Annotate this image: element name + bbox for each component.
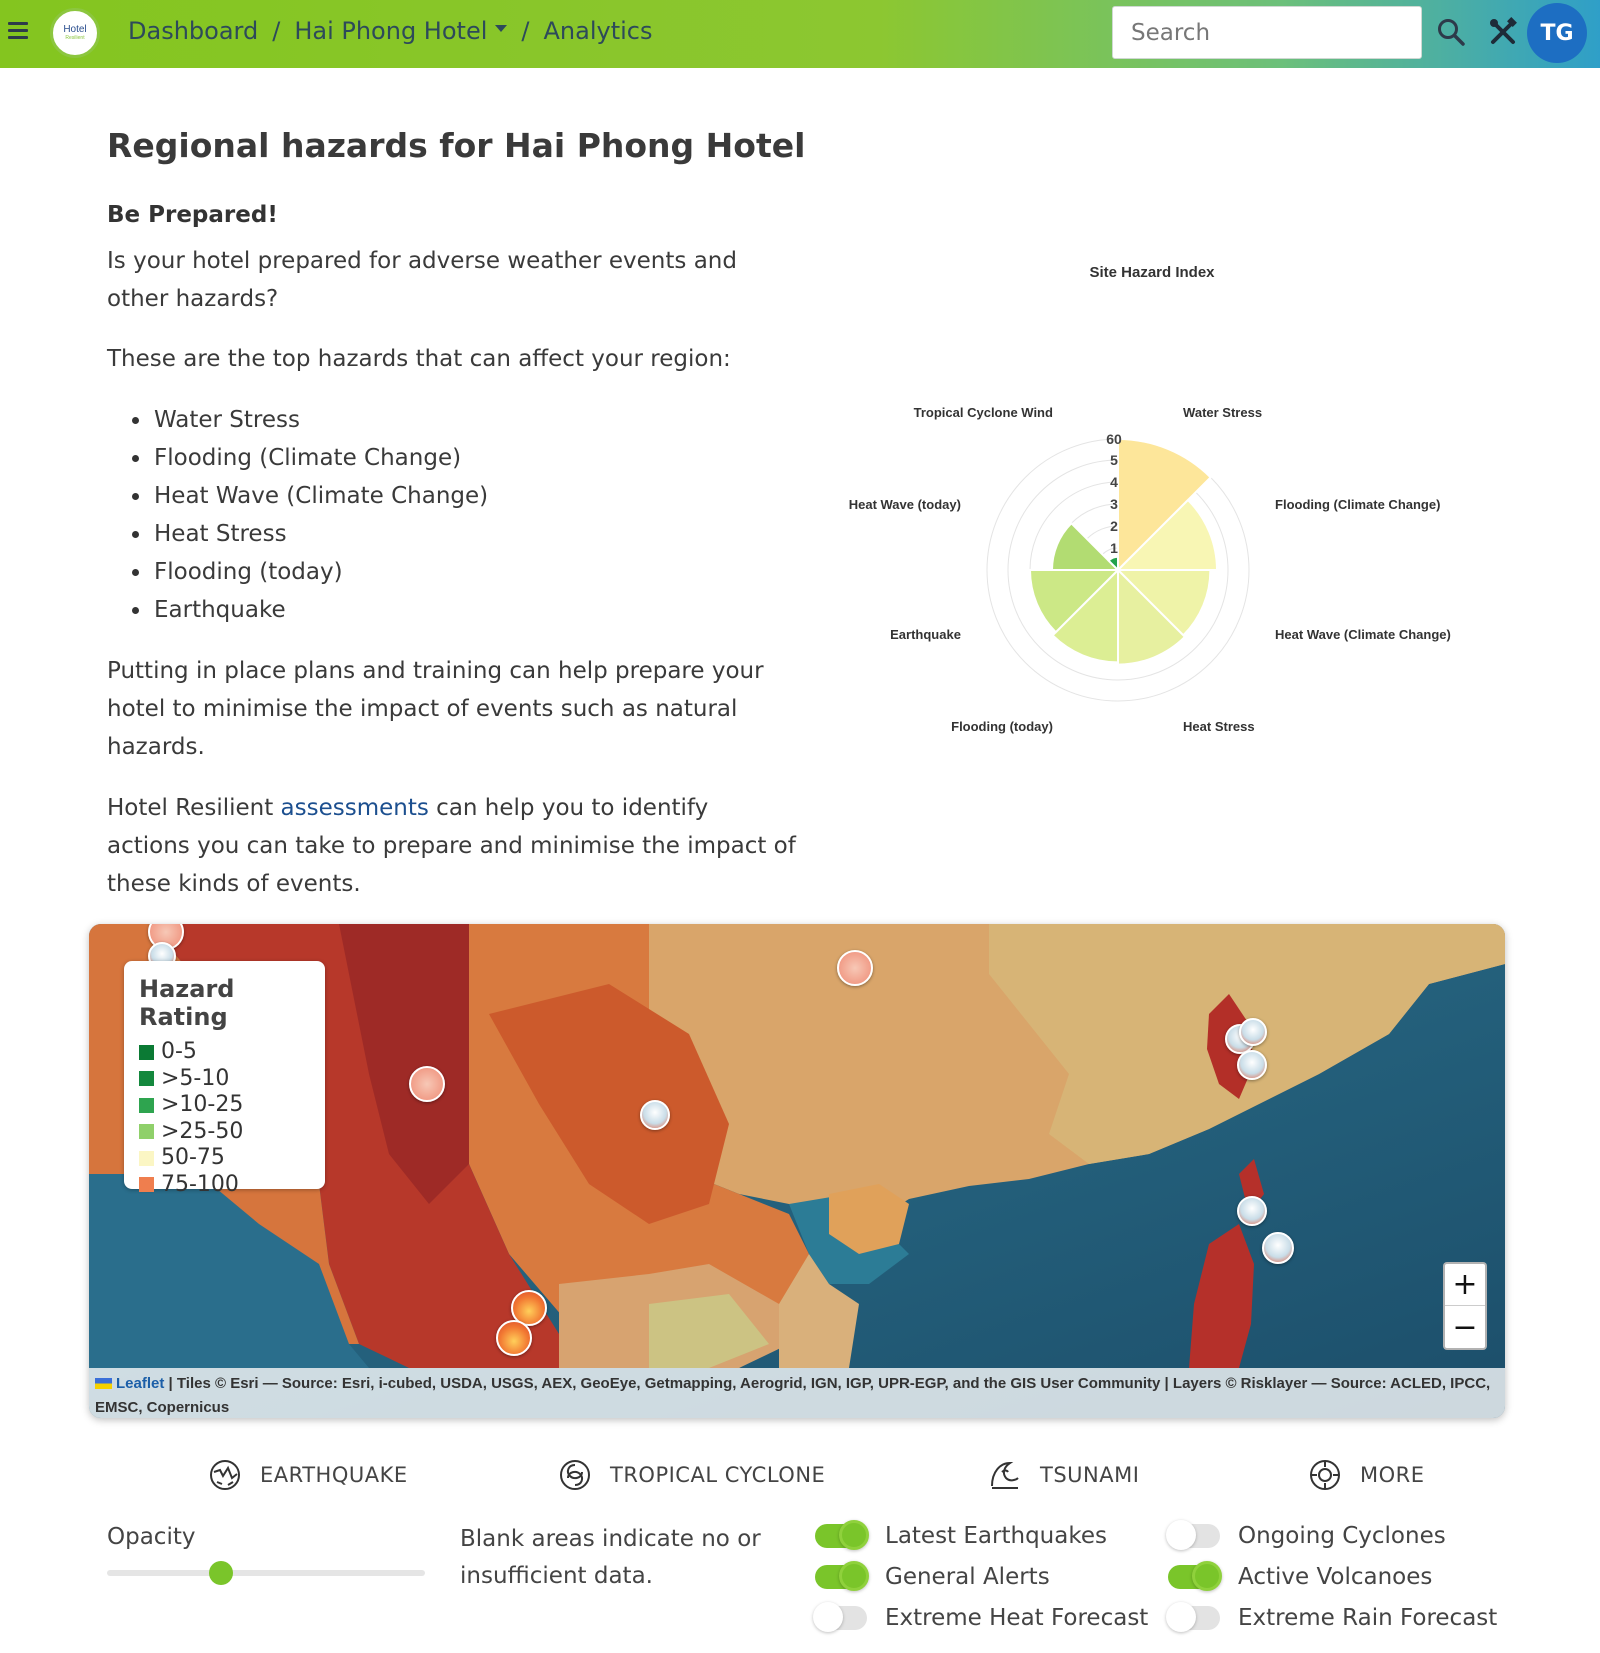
list-item: Earthquake [130,591,488,629]
zoom-in-button[interactable]: + [1445,1264,1485,1306]
toggle-active-volcanoes[interactable] [1168,1564,1432,1590]
logo-text: Hotel [63,24,87,35]
breadcrumb-separator: / [521,17,530,45]
chart-tick-label: 60 [1106,431,1122,447]
toggle-label: Ongoing Cyclones [1238,1523,1446,1549]
legend-swatch [139,1098,154,1113]
chart-category-label: Heat Stress [1183,719,1255,735]
leaflet-link[interactable]: Leaflet [116,1375,165,1392]
earthquake-marker[interactable] [1239,1018,1267,1046]
search-icon[interactable] [1436,17,1466,47]
chart-category-label: Tropical Cyclone Wind [913,404,1053,420]
preparedness-question: Is your hotel prepared for adverse weather events and other hazards? [107,248,737,312]
legend-item [139,1092,310,1119]
be-prepared-heading: Be Prepared! [107,202,278,228]
list-item: Heat Stress [130,515,488,553]
caret-down-icon[interactable] [495,25,507,32]
wildfire-marker[interactable] [496,1320,532,1356]
legend-label: 50-75 [161,1145,225,1170]
toggle-extreme-rain-forecast[interactable] [1168,1605,1497,1631]
earthquake-marker[interactable] [1237,1196,1267,1226]
tab-tsunami[interactable] [988,1458,1139,1492]
logo-subtext: Resilient [65,35,85,41]
heat-wave-marker[interactable] [409,1066,445,1102]
chart-title: Site Hazard Index [1089,264,1215,281]
chart-tick-label: 1 [1110,540,1118,556]
tab-label: TSUNAMI [1040,1463,1140,1487]
legend-item [139,1119,310,1146]
legend-item [139,1172,310,1199]
earthquake-marker[interactable] [640,1100,670,1130]
toggle-label: Extreme Rain Forecast [1238,1605,1498,1631]
toggle-ongoing-cyclones[interactable] [1168,1523,1446,1549]
legend-label: >25-50 [161,1118,244,1144]
chart-category-label: Heat Wave (Climate Change) [1275,627,1451,643]
toggle-switch[interactable] [1168,1524,1220,1548]
zoom-out-button[interactable]: − [1452,1309,1478,1345]
tsunami-icon [988,1458,1022,1492]
breadcrumb-separator: / [272,17,281,45]
legend-swatch [139,1071,154,1086]
top-hazards-intro: These are the top hazards that can affect your region: [107,346,731,372]
plans-paragraph: Putting in place plans and training can help prepare your hotel to minimise the impact of events such as natural hazards. [107,658,764,760]
chart-category-label: Earthquake [890,627,961,643]
chart-category-label: Flooding (Climate Change) [1275,496,1441,512]
toggle-label: Active Volcanoes [1238,1564,1433,1590]
legend-item [139,1145,310,1172]
chart-tick-label: 4 [1110,474,1118,490]
legend-title: Hazard Rating [139,975,235,1031]
toggle-switch[interactable] [1168,1565,1220,1589]
cyclone-icon [558,1458,592,1492]
legend-swatch [139,1151,154,1166]
assessments-paragraph [107,789,797,903]
earthquake-marker[interactable] [1262,1232,1294,1264]
hazard-map[interactable] [89,924,1505,1418]
heat-wave-marker[interactable] [837,950,873,986]
top-navigation-bar [0,0,1600,68]
assessments-link[interactable]: assessments [280,795,429,821]
chart-category-label: Heat Wave (today) [848,496,961,512]
assessments-text-pre: Hotel Resilient [107,795,281,821]
map-attribution [89,1368,1505,1418]
legend-label: 75-100 [161,1171,239,1197]
hamburger-icon[interactable] [8,22,28,40]
legend-label: 0-5 [161,1039,197,1064]
assessments-text-post: can help you to identify actions you can take to prepare and minimise the impact of these kinds of events. [107,795,796,897]
chart-tick-label: 2 [1110,518,1118,534]
tab-earthquake[interactable] [208,1458,408,1492]
legend-item [139,1066,310,1093]
blank-areas-note: Blank areas indicate no or insufficient data. [460,1526,761,1589]
earthquake-marker[interactable] [1237,1050,1267,1080]
ukraine-flag-icon [95,1378,112,1389]
legend-label: >5-10 [161,1065,230,1091]
zoom-control [1443,1262,1487,1350]
toggle-switch[interactable] [1168,1606,1220,1630]
toggle-switch[interactable] [815,1565,867,1589]
toggle-general-alerts[interactable] [815,1564,1050,1590]
attribution-text: | Tiles © Esri — Source: Esri, i-cubed, USDA, USGS, AEX, GeoEye, Getmapping, Aerogrid, IGN, IGP, UPR-EGP, and the GIS User Community | Layers © Risklayer — Source: ACLED, IPCC, EMSC, Copernicus [95,1375,1491,1416]
hotel-resilient-logo[interactable] [50,8,100,58]
top-hazards-list [130,401,488,629]
breadcrumb-analytics[interactable]: Analytics [543,17,653,45]
breadcrumb [128,17,652,45]
page-title: Regional hazards for Hai Phong Hotel [107,126,806,165]
legend-label: >10-25 [161,1092,244,1117]
chart-tick-label: 3 [1110,496,1118,512]
tab-tropical-cyclone[interactable] [558,1458,825,1492]
toggle-switch[interactable] [815,1524,867,1548]
legend-swatch [139,1124,154,1139]
list-item: Flooding (today) [130,553,488,591]
earthquake-icon [208,1458,242,1492]
legend-item [139,1039,310,1066]
legend-swatch [139,1177,154,1192]
opacity-slider[interactable] [107,1570,425,1576]
chart-category-label: Flooding (today) [951,719,1053,735]
chart-slice[interactable] [1052,523,1118,570]
tab-label: TROPICAL CYCLONE [610,1463,826,1487]
list-item: Water Stress [130,401,488,439]
opacity-label: Opacity [107,1524,196,1550]
breadcrumb-dashboard[interactable]: Dashboard [128,17,259,45]
breadcrumb-hotel-dropdown[interactable]: Hai Phong Hotel [294,17,488,45]
chart-slices [1030,439,1217,665]
list-item: Flooding (Climate Change) [130,439,488,477]
toggle-label: Latest Earthquakes [885,1523,1107,1549]
legend-swatch [139,1045,154,1060]
toggle-label: Extreme Heat Forecast [885,1605,1149,1631]
tab-label: EARTHQUAKE [260,1463,408,1487]
tab-more[interactable] [1308,1458,1425,1492]
search-input[interactable] [1112,6,1422,59]
toggle-label: General Alerts [885,1564,1050,1590]
chart-category-label: Water Stress [1183,404,1263,420]
chart-tick-label: 5 [1110,452,1118,468]
toggle-latest-earthquakes[interactable] [815,1523,1107,1549]
tab-label: MORE [1360,1463,1425,1487]
tools-icon[interactable] [1488,17,1518,47]
toggle-switch[interactable] [815,1606,867,1630]
opacity-slider-handle[interactable] [209,1561,233,1585]
site-hazard-index-chart [840,240,1480,760]
hazard-rating-legend [124,961,325,1197]
more-icon [1308,1458,1342,1492]
toggle-extreme-heat-forecast[interactable] [815,1605,1148,1631]
list-item: Heat Wave (Climate Change) [130,477,488,515]
user-avatar[interactable]: TG [1527,3,1587,63]
